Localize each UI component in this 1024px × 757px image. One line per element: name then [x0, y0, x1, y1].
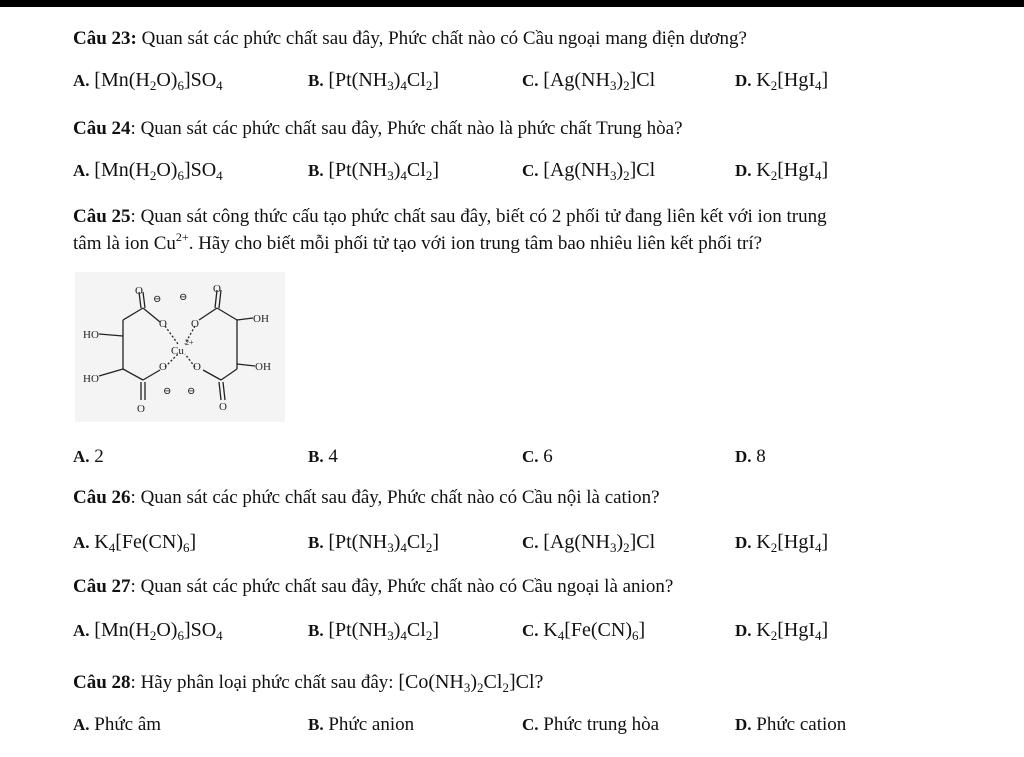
q28-option-b[interactable]: B. Phức anion [308, 714, 415, 735]
q24-option-c[interactable]: C. $[Ag(NH_3)_2]Cl$ [522, 159, 656, 183]
q25-option-d[interactable]: D. 8 [735, 446, 766, 467]
structure-ho-bottom: HO [83, 373, 99, 385]
question-25-line-2: tâm là ion $Cu^{2+}$. Hãy cho biết mỗi phối tử tạo với ion trung tâm bao nhiêu liên kết phối trí? [73, 230, 763, 254]
structure-o-5: O [159, 361, 167, 373]
q24-option-a[interactable]: A. $[Mn(H_2O)_6]SO_4$ [73, 159, 223, 183]
structure-minus-4: ⊖ [187, 386, 196, 397]
structure-o-6: O [193, 361, 201, 373]
structure-minus-1: ⊖ [153, 294, 162, 305]
q25-option-b[interactable]: B. 4 [308, 446, 338, 467]
q23-option-c[interactable]: C. $[Ag(NH_3)_2]Cl$ [522, 69, 656, 93]
structure-cu: Cu [171, 345, 184, 357]
structure-o-1: O [135, 285, 143, 297]
structure-oh-top: OH [253, 313, 269, 325]
question-24: Câu 24: Quan sát các phức chất sau đây, Phức chất nào là phức chất Trung hòa? [73, 118, 683, 139]
question-28: Câu 28: Hãy phân loại phức chất sau đây: $[Co(NH_3)_2Cl_2]Cl$? [73, 671, 544, 695]
q27-option-a[interactable]: A. $[Mn(H_2O)_6]SO_4$ [73, 619, 223, 643]
q26-option-b[interactable]: B. $[Pt(NH_3)_4Cl_2]$ [308, 531, 439, 555]
structure-o-3: O [191, 318, 199, 330]
structure-o-8: O [219, 401, 227, 413]
question-23: Câu 23: Quan sát các phức chất sau đây, Phức chất nào có Cầu ngoại mang điện dương? [73, 28, 747, 49]
structure-o-2: O [159, 318, 167, 330]
structure-o-7: O [137, 403, 145, 415]
q23-option-a[interactable]: A. $[Mn(H_2O)_6]SO_4$ [73, 69, 223, 93]
structure-oh-bottom: OH [255, 361, 271, 373]
top-border [0, 0, 1024, 7]
question-25-line-1: Câu 25: Quan sát công thức cấu tạo phức chất sau đây, biết có 2 phối tử đang liên kết với ion trung [73, 206, 827, 227]
q24-option-b[interactable]: B. $[Pt(NH_3)_4Cl_2]$ [308, 159, 439, 183]
q26-option-a[interactable]: A. $K_4[Fe(CN)_6]$ [73, 531, 197, 555]
q26-option-d[interactable]: D. $K_2[HgI_4]$ [735, 531, 829, 555]
question-26: Câu 26: Quan sát các phức chất sau đây, Phức chất nào có Cầu nội là cation? [73, 487, 660, 508]
q23-option-b[interactable]: B. $[Pt(NH_3)_4Cl_2]$ [308, 69, 439, 93]
q27-option-c[interactable]: C. $K_4[Fe(CN)_6]$ [522, 619, 646, 643]
structure-o-4: O [213, 283, 221, 295]
question-27: Câu 27: Quan sát các phức chất sau đây, Phức chất nào có Cầu ngoại là anion? [73, 576, 674, 597]
q25-option-c[interactable]: C. 6 [522, 446, 553, 467]
copper-complex-structure [75, 272, 285, 422]
q23-option-d[interactable]: D. $K_2[HgI_4]$ [735, 69, 829, 93]
structure-minus-2: ⊖ [179, 292, 188, 303]
q26-option-c[interactable]: C. $[Ag(NH_3)_2]Cl$ [522, 531, 656, 555]
q25-option-a[interactable]: A. 2 [73, 446, 104, 467]
q28-option-d[interactable]: D. Phức cation [735, 714, 847, 735]
q24-option-d[interactable]: D. $K_2[HgI_4]$ [735, 159, 829, 183]
structure-ho-top: HO [83, 329, 99, 341]
q28-option-a[interactable]: A. Phức âm [73, 714, 162, 735]
q27-option-d[interactable]: D. $K_2[HgI_4]$ [735, 619, 829, 643]
structure-minus-3: ⊖ [163, 386, 172, 397]
structure-cu-charge: 2+ [185, 338, 194, 347]
q27-option-b[interactable]: B. $[Pt(NH_3)_4Cl_2]$ [308, 619, 439, 643]
q28-option-c[interactable]: C. Phức trung hòa [522, 714, 660, 735]
